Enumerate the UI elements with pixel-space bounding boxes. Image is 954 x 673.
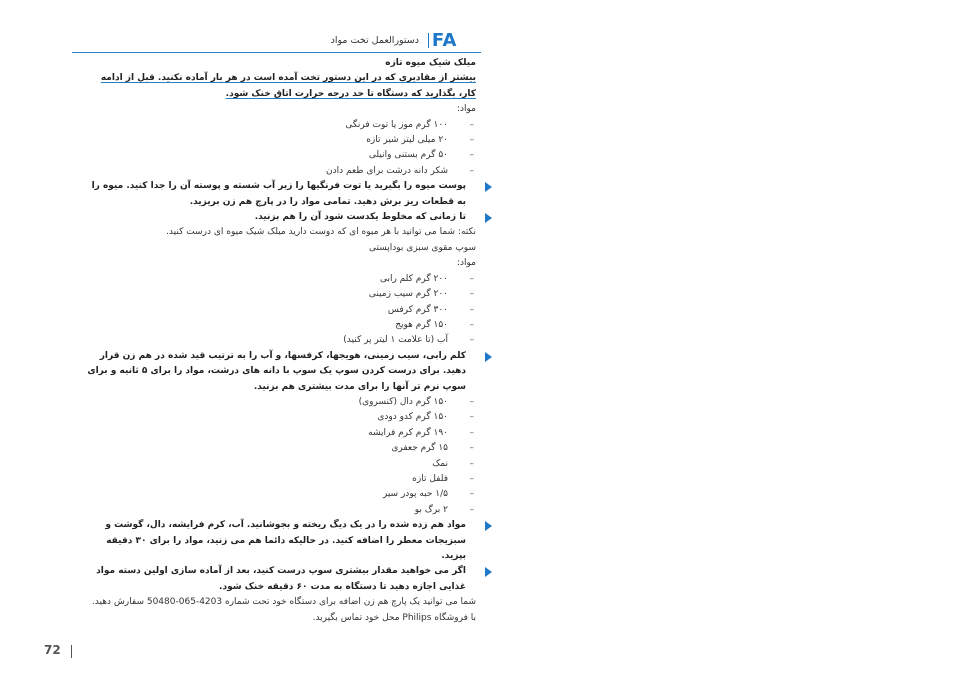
list-item: – ۲۰۰ گرم سیب زمینی [86, 287, 476, 302]
step-text: اگر می خواهید مقدار بیشتری سوپ درست کنید، بعد از آماده سازی اولین دسته مواد غذایی اجازه دهید تا دستگاه به مدت ۶۰ دقیقه خنک شود. [96, 566, 466, 592]
recipe2-title: سوپ مقوی سبزی بوداپستی [369, 242, 476, 253]
step-text: مواد هم زده شده را در یک دیگ ریخته و بجوشانید. آب، کرم فرایشه، دال، گوشت و سبزیجات معطر را اضافه کنید. در حالیکه دائما هم می زنید، مواد را برای ۳۰ دقیقه بپزید. [105, 520, 466, 561]
recipe2-ingredients-2 [86, 395, 476, 518]
page-content [86, 56, 476, 626]
recipe1-step-2 [86, 210, 482, 225]
list-item: – ۱۵۰ گرم هویج [86, 318, 476, 333]
header-divider [428, 33, 429, 48]
recipe1-step-1 [86, 179, 482, 210]
recipe2-note: شما می توانید یک پارچ هم زن اضافه برای دستگاه خود تحت شماره 4203-065-50480 سفارش دهید. با فروشگاه Philips محل خود تماس بگیرید. [91, 597, 476, 623]
list-item: – شکر دانه درشت برای طعم دادن [86, 164, 476, 179]
language-code: FA [431, 30, 457, 51]
list-item: – ۱۹۰ گرم کرم فرایشه [86, 426, 476, 441]
triangle-bullet-icon [485, 182, 492, 192]
list-item: – ۱/۵ حبه پودر سیر [86, 487, 476, 502]
recipe1-title: میلک شیک میوه تازه [385, 58, 476, 68]
recipe2-ingredients-1 [86, 272, 476, 349]
list-item: – آب (تا علامت ۱ لیتر پر کنید) [86, 333, 476, 348]
list-item: – ۱۵۰ گرم دال (کنسروی) [86, 395, 476, 410]
list-item: – ۱۰۰ گرم موز یا توت فرنگی [86, 118, 476, 133]
page-header [72, 30, 481, 53]
list-item: – ۳۰۰ گرم کرفس [86, 303, 476, 318]
recipe1-tip: نکته: شما می توانید با هر میوه ای که دوست دارید میلک شیک میوه ای درست کنید. [166, 227, 476, 238]
list-item: – ۵۰ گرم بستنی وانیلی [86, 148, 476, 163]
footer-divider [71, 645, 72, 658]
triangle-bullet-icon [485, 352, 492, 362]
list-item: – نمک [86, 457, 476, 472]
list-item: – فلفل تازه [86, 472, 476, 487]
triangle-bullet-icon [485, 567, 492, 577]
triangle-bullet-icon [485, 521, 492, 531]
list-item: – ۲۰ میلی لیتر شیر تازه [86, 133, 476, 148]
recipe2-step-1 [86, 349, 482, 395]
step-text: تا زمانی که مخلوط یکدست شود آن را هم بزنید. [254, 212, 466, 223]
recipe1-intro: بیشتر از مقادیری که در این دستور تخت آمده است در هر بار آماده نکنید. قبل از ادامه کار، بگذارید که دستگاه تا حد درجه حرارت اتاق خنک شود. [100, 73, 476, 99]
list-item: – ۲ برگ بو [86, 503, 476, 518]
list-item: – ۱۵۰ گرم کدو دودی [86, 410, 476, 425]
step-text: کلم رابی، سیب زمینی، هویجها، کرفسها، و آب را به ترتیب قید شده در هم زن قرار دهید. برای درست کردن سوپ یک سوپ با دانه های درشت، مواد را برای ۵ ثانیه و برای سوپ نرم تر آنها را برای مدت بیشتری هم بزنید. [87, 350, 466, 392]
page-number: 72 [44, 643, 61, 657]
step-text: پوست میوه را بگیرید یا توت فرنگیها را زیر آب شسته و پوسته آن را جدا کنید. میوه را به قطعات ریز برش دهید. تمامی مواد را در پارچ هم زن بریزید. [91, 181, 466, 207]
recipe2-step-3 [86, 564, 482, 595]
triangle-bullet-icon [485, 213, 492, 223]
header-title: دستورالعمل تخت مواد [330, 35, 419, 46]
recipe2-ingredients-label: مواد: [456, 258, 476, 269]
recipe2-step-2 [86, 518, 482, 564]
list-item: – ۱۵ گرم جعفری [86, 441, 476, 456]
recipe1-ingredients [86, 118, 476, 180]
list-item: – ۲۰۰ گرم کلم رابی [86, 272, 476, 287]
recipe1-ingredients-label: مواد: [456, 104, 476, 115]
